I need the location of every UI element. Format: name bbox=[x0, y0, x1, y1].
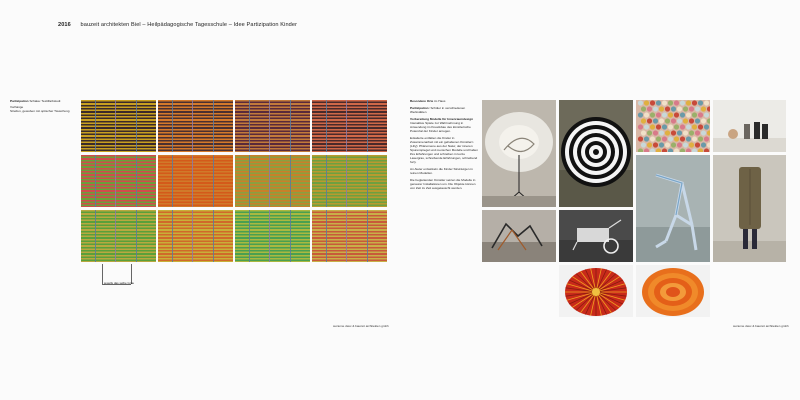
photo-bent-rods bbox=[482, 210, 556, 262]
right-p2-rest: Interaktive Spiele zur Wahrnehmung in Anwendung im Kreativbau des künstlerische Potenzial der Kinder anregen. bbox=[410, 121, 471, 133]
mosaic-button bbox=[665, 106, 670, 111]
mosaic-button bbox=[644, 112, 649, 117]
mosaic-button bbox=[674, 124, 679, 129]
photo-still-life bbox=[713, 100, 786, 152]
mosaic-button bbox=[647, 106, 652, 111]
right-heading-bold: Besondere Orte bbox=[410, 99, 434, 103]
mosaic-button bbox=[695, 142, 700, 147]
mosaic-button bbox=[692, 124, 697, 129]
swatch-vertical-stripe bbox=[367, 155, 368, 207]
fabric-swatch bbox=[81, 100, 156, 152]
swatch-vertical-stripe bbox=[213, 210, 214, 262]
mosaic-button bbox=[668, 100, 673, 105]
mosaic-button bbox=[692, 136, 697, 141]
swatch-vertical-stripe bbox=[192, 210, 193, 262]
mosaic-button bbox=[686, 136, 691, 141]
mosaic-button bbox=[677, 118, 682, 123]
mosaic-button bbox=[680, 136, 685, 141]
mosaic-button bbox=[644, 100, 649, 105]
mosaic-button bbox=[668, 112, 673, 117]
swatch-vertical-stripe bbox=[269, 100, 270, 152]
mosaic-button bbox=[641, 106, 646, 111]
swatch-vertical-stripe bbox=[269, 155, 270, 207]
header-title: bauzeit architekten Biel – Heilpädagogische Tagesschule – Idee Partizipation Kinder bbox=[80, 22, 298, 28]
mosaic-button bbox=[641, 118, 646, 123]
mosaic-button bbox=[704, 112, 709, 117]
fabric-swatch bbox=[81, 210, 156, 262]
fabric-swatch bbox=[235, 155, 310, 207]
swatch-vertical-stripe bbox=[346, 100, 347, 152]
fabric-swatch bbox=[158, 100, 233, 152]
mosaic-button bbox=[692, 112, 697, 117]
mosaic-button bbox=[689, 130, 694, 135]
page-header bbox=[58, 22, 297, 28]
mosaic-button bbox=[674, 100, 679, 105]
right-p2-bold: Vorbereitung Modelle für Innenraumdesign bbox=[410, 117, 474, 121]
mosaic-button bbox=[698, 136, 703, 141]
swatch-vertical-stripe bbox=[213, 100, 214, 152]
swatch-vertical-stripe bbox=[290, 100, 291, 152]
mosaic-button bbox=[653, 106, 658, 111]
swatch-vertical-stripe bbox=[269, 210, 270, 262]
right-heading-rest: im Haus bbox=[434, 99, 446, 103]
mosaic-button bbox=[653, 130, 658, 135]
fabric-swatch bbox=[235, 100, 310, 152]
fabric-swatch bbox=[81, 155, 156, 207]
mosaic-button bbox=[689, 142, 694, 147]
header-year: 2016 bbox=[58, 22, 71, 28]
left-line2: Vorhänge bbox=[10, 105, 24, 110]
mosaic-button bbox=[659, 142, 664, 147]
fabric-swatch bbox=[312, 100, 387, 152]
mosaic-button bbox=[653, 142, 658, 147]
photo-blue-chair bbox=[636, 155, 710, 262]
swatch-vertical-stripe bbox=[95, 210, 96, 262]
mosaic-button bbox=[656, 136, 661, 141]
mosaic-button bbox=[662, 100, 667, 105]
swatch-vertical-stripe bbox=[136, 155, 137, 207]
mosaic-button bbox=[680, 100, 685, 105]
mosaic-button bbox=[647, 130, 652, 135]
mosaic-button bbox=[698, 100, 703, 105]
mosaic-button bbox=[641, 130, 646, 135]
swatch-vertical-stripe bbox=[136, 210, 137, 262]
swatch-vertical-stripe bbox=[115, 100, 116, 152]
mosaic-button bbox=[701, 130, 706, 135]
mosaic-button bbox=[671, 118, 676, 123]
mosaic-button bbox=[701, 142, 706, 147]
swatch-vertical-stripe bbox=[346, 155, 347, 207]
mosaic-button bbox=[677, 130, 682, 135]
right-p1-rest: Schüler in verschiedenen Werkstätten bbox=[410, 106, 466, 114]
right-p4: An Ateler entwickeln die Kinder Strukturgen in reinen Modellen. bbox=[410, 167, 473, 175]
mosaic-button bbox=[698, 112, 703, 117]
left-line3: Streifen, gewoben mit optischer Täuschung bbox=[10, 109, 70, 114]
mosaic-button bbox=[704, 136, 709, 141]
mosaic-button bbox=[665, 142, 670, 147]
mosaic-button bbox=[701, 118, 706, 123]
swatch-vertical-stripe bbox=[367, 210, 368, 262]
photo-coat-stand bbox=[713, 155, 786, 262]
mosaic-button bbox=[668, 124, 673, 129]
fabric-swatch bbox=[312, 210, 387, 262]
mosaic-button bbox=[650, 124, 655, 129]
mosaic-button bbox=[659, 106, 664, 111]
right-description bbox=[410, 99, 478, 193]
mosaic-button bbox=[695, 118, 700, 123]
swatch-vertical-stripe bbox=[172, 210, 173, 262]
mosaic-button bbox=[683, 106, 688, 111]
mosaic-button bbox=[656, 112, 661, 117]
swatch-vertical-stripe bbox=[290, 210, 291, 262]
swatch-vertical-stripe bbox=[115, 210, 116, 262]
swatch-vertical-stripe bbox=[290, 155, 291, 207]
footer-left: suzanne daxx & bauzeit architekten gmbh bbox=[333, 324, 389, 328]
photo-orange-disc bbox=[636, 265, 710, 317]
mosaic-button bbox=[647, 142, 652, 147]
mosaic-button bbox=[701, 106, 706, 111]
swatch-vertical-stripe bbox=[326, 210, 327, 262]
swatch-vertical-stripe bbox=[192, 100, 193, 152]
swatch-vertical-stripe bbox=[213, 155, 214, 207]
mosaic-button bbox=[674, 136, 679, 141]
swatch-vertical-stripe bbox=[326, 155, 327, 207]
mosaic-button bbox=[689, 106, 694, 111]
mosaic-button bbox=[671, 106, 676, 111]
mosaic-button bbox=[683, 118, 688, 123]
footer-right: suzanne daxx & bauzeit architekten gmbh bbox=[733, 324, 789, 328]
mosaic-button bbox=[659, 130, 664, 135]
right-p3: Exkalierte entfalten die Kinder in Zusammenarbeit mit ein gehaltenen Künstlern (Lilly): Phänomene aus der Natur, der inneren Spurenspiegel und menschen Modelle und halten ihre Erfahrungen und schreiben in kurze Lasergrau, schreibende Erfahrungen, schreibend fort). bbox=[410, 136, 478, 164]
fabric-swatch bbox=[235, 210, 310, 262]
mosaic-button bbox=[659, 118, 664, 123]
mosaic-button bbox=[647, 118, 652, 123]
mosaic-button bbox=[662, 124, 667, 129]
mosaic-button bbox=[671, 130, 676, 135]
mosaic-button bbox=[662, 112, 667, 117]
mosaic-button bbox=[686, 100, 691, 105]
mosaic-button bbox=[656, 124, 661, 129]
mosaic-button bbox=[665, 130, 670, 135]
left-heading-rest: Schaka: Textilfarbstudi bbox=[29, 99, 61, 103]
mosaic-button bbox=[638, 100, 643, 105]
swatch-vertical-stripe bbox=[172, 100, 173, 152]
callout-line-1 bbox=[102, 264, 103, 284]
mosaic-button bbox=[662, 136, 667, 141]
swatch-vertical-stripe bbox=[249, 100, 250, 152]
photo-target-disc bbox=[559, 100, 633, 207]
mosaic-button bbox=[689, 118, 694, 123]
swatch-vertical-stripe bbox=[192, 155, 193, 207]
mosaic-button bbox=[638, 124, 643, 129]
callout-label: jewells das selbe Grau bbox=[104, 281, 135, 285]
mosaic-button bbox=[704, 124, 709, 129]
swatch-vertical-stripe bbox=[249, 210, 250, 262]
mosaic-button bbox=[638, 136, 643, 141]
mosaic-button bbox=[695, 106, 700, 111]
swatch-vertical-stripe bbox=[172, 155, 173, 207]
right-p5: Die begleitenden Künstler setzen die Modelle in genaurer Installationen um. Die Objekte können von Zeit zu Zeit ausgetauscht werden. bbox=[410, 178, 476, 190]
swatch-vertical-stripe bbox=[249, 155, 250, 207]
mosaic-button bbox=[638, 112, 643, 117]
mosaic-button bbox=[695, 130, 700, 135]
mosaic-button bbox=[644, 136, 649, 141]
mosaic-button bbox=[641, 142, 646, 147]
mosaic-button bbox=[665, 118, 670, 123]
mosaic-button bbox=[680, 112, 685, 117]
swatch-vertical-stripe bbox=[367, 100, 368, 152]
photo-wheelbarrow bbox=[559, 210, 633, 262]
swatch-vertical-stripe bbox=[136, 100, 137, 152]
mosaic-button bbox=[698, 124, 703, 129]
photo-red-disc bbox=[559, 265, 633, 317]
swatch-vertical-stripe bbox=[95, 100, 96, 152]
swatch-vertical-stripe bbox=[326, 100, 327, 152]
mosaic-button bbox=[653, 118, 658, 123]
fabric-swatch bbox=[312, 155, 387, 207]
mosaic-button bbox=[692, 100, 697, 105]
photo-spiral-lamp bbox=[482, 100, 556, 207]
mosaic-button bbox=[704, 100, 709, 105]
left-heading-bold: Partizipation bbox=[10, 99, 29, 103]
right-p1-bold: Partizipation: bbox=[410, 106, 430, 110]
mosaic-button bbox=[686, 112, 691, 117]
swatch-vertical-stripe bbox=[115, 155, 116, 207]
red-disc-center bbox=[592, 288, 600, 296]
mosaic-button bbox=[656, 100, 661, 105]
mosaic-button bbox=[668, 136, 673, 141]
mosaic-button bbox=[680, 124, 685, 129]
mosaic-button bbox=[686, 124, 691, 129]
mosaic-button bbox=[650, 112, 655, 117]
swatch-vertical-stripe bbox=[95, 155, 96, 207]
swatch-vertical-stripe bbox=[346, 210, 347, 262]
mosaic-button bbox=[683, 130, 688, 135]
mosaic-button bbox=[650, 100, 655, 105]
fabric-swatch bbox=[158, 155, 233, 207]
mosaic-button bbox=[683, 142, 688, 147]
photo-button-mosaic bbox=[636, 100, 710, 152]
mosaic-button bbox=[677, 106, 682, 111]
mosaic-button bbox=[671, 142, 676, 147]
left-description bbox=[10, 99, 76, 113]
mosaic-button bbox=[644, 124, 649, 129]
mosaic-button bbox=[677, 142, 682, 147]
mosaic-button bbox=[650, 136, 655, 141]
mosaic-button bbox=[674, 112, 679, 117]
fabric-swatch bbox=[158, 210, 233, 262]
